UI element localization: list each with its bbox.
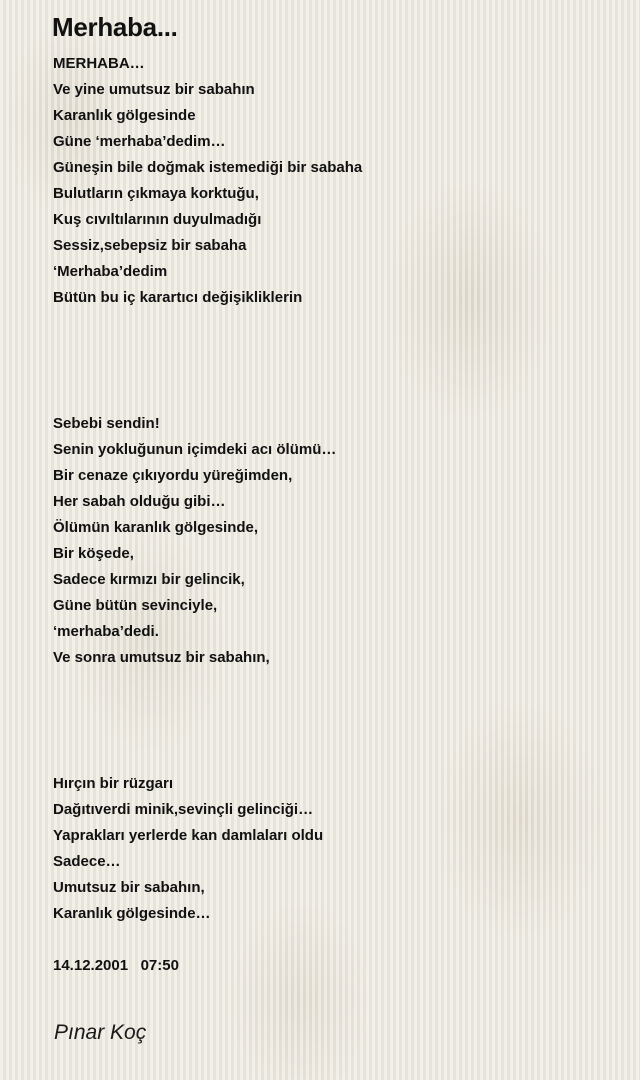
- poem-line: Ölümün karanlık gölgesinde,: [53, 519, 259, 536]
- stanza-3: [53, 771, 323, 927]
- poem-line: Dağıtıverdi minik,sevinçli gelinciği…: [53, 801, 314, 818]
- poem-line: Güneşin bile doğmak istemediği bir sabaha: [53, 159, 363, 176]
- poem-line: Sessiz,sebepsiz bir sabaha: [53, 237, 247, 254]
- poem-line: Karanlık gölgesinde: [53, 107, 196, 124]
- poem-author: Pınar Koç: [54, 1021, 147, 1044]
- poem-line: Bir köşede,: [53, 545, 134, 562]
- poem-line: Sadece…: [53, 853, 121, 870]
- poem-line: Yaprakları yerlerde kan damlaları oldu: [53, 827, 324, 844]
- poem-line: Hırçın bir rüzgarı: [53, 775, 174, 792]
- poem-line: Bütün bu iç karartıcı değişikliklerin: [53, 289, 303, 306]
- poem-line: Sadece kırmızı bir gelincik,: [53, 571, 245, 588]
- poem-line: ‘merhaba’dedi.: [53, 623, 159, 640]
- poem-line: Bulutların çıkmaya korktuğu,: [53, 185, 259, 202]
- stanza-2: [53, 411, 336, 671]
- poem-line: Bir cenaze çıkıyordu yüreğimden,: [53, 467, 293, 484]
- poem-line: Karanlık gölgesinde…: [53, 905, 211, 922]
- poem-line: Senin yokluğunun içimdeki acı ölümü…: [53, 441, 337, 458]
- poem-line: Güne ‘merhaba’dedim…: [53, 133, 226, 150]
- poem-line: Ve yine umutsuz bir sabahın: [53, 81, 255, 98]
- poem-line: Güne bütün sevinciyle,: [53, 597, 218, 614]
- poem-line: Ve sonra umutsuz bir sabahın,: [53, 649, 270, 666]
- poem-title: Merhaba...: [52, 12, 178, 42]
- poem-line: Her sabah olduğu gibi…: [53, 493, 226, 510]
- poem-line: Sebebi sendin!: [53, 415, 160, 432]
- stanza-1: [53, 51, 362, 311]
- poem-line: MERHABA…: [53, 55, 145, 72]
- poem-line: Umutsuz bir sabahın,: [53, 879, 205, 896]
- poem-date: 14.12.2001 07:50: [53, 957, 179, 974]
- poem-line: Kuş cıvıltılarının duyulmadığı: [53, 211, 262, 228]
- poem-line: ‘Merhaba’dedim: [53, 263, 168, 280]
